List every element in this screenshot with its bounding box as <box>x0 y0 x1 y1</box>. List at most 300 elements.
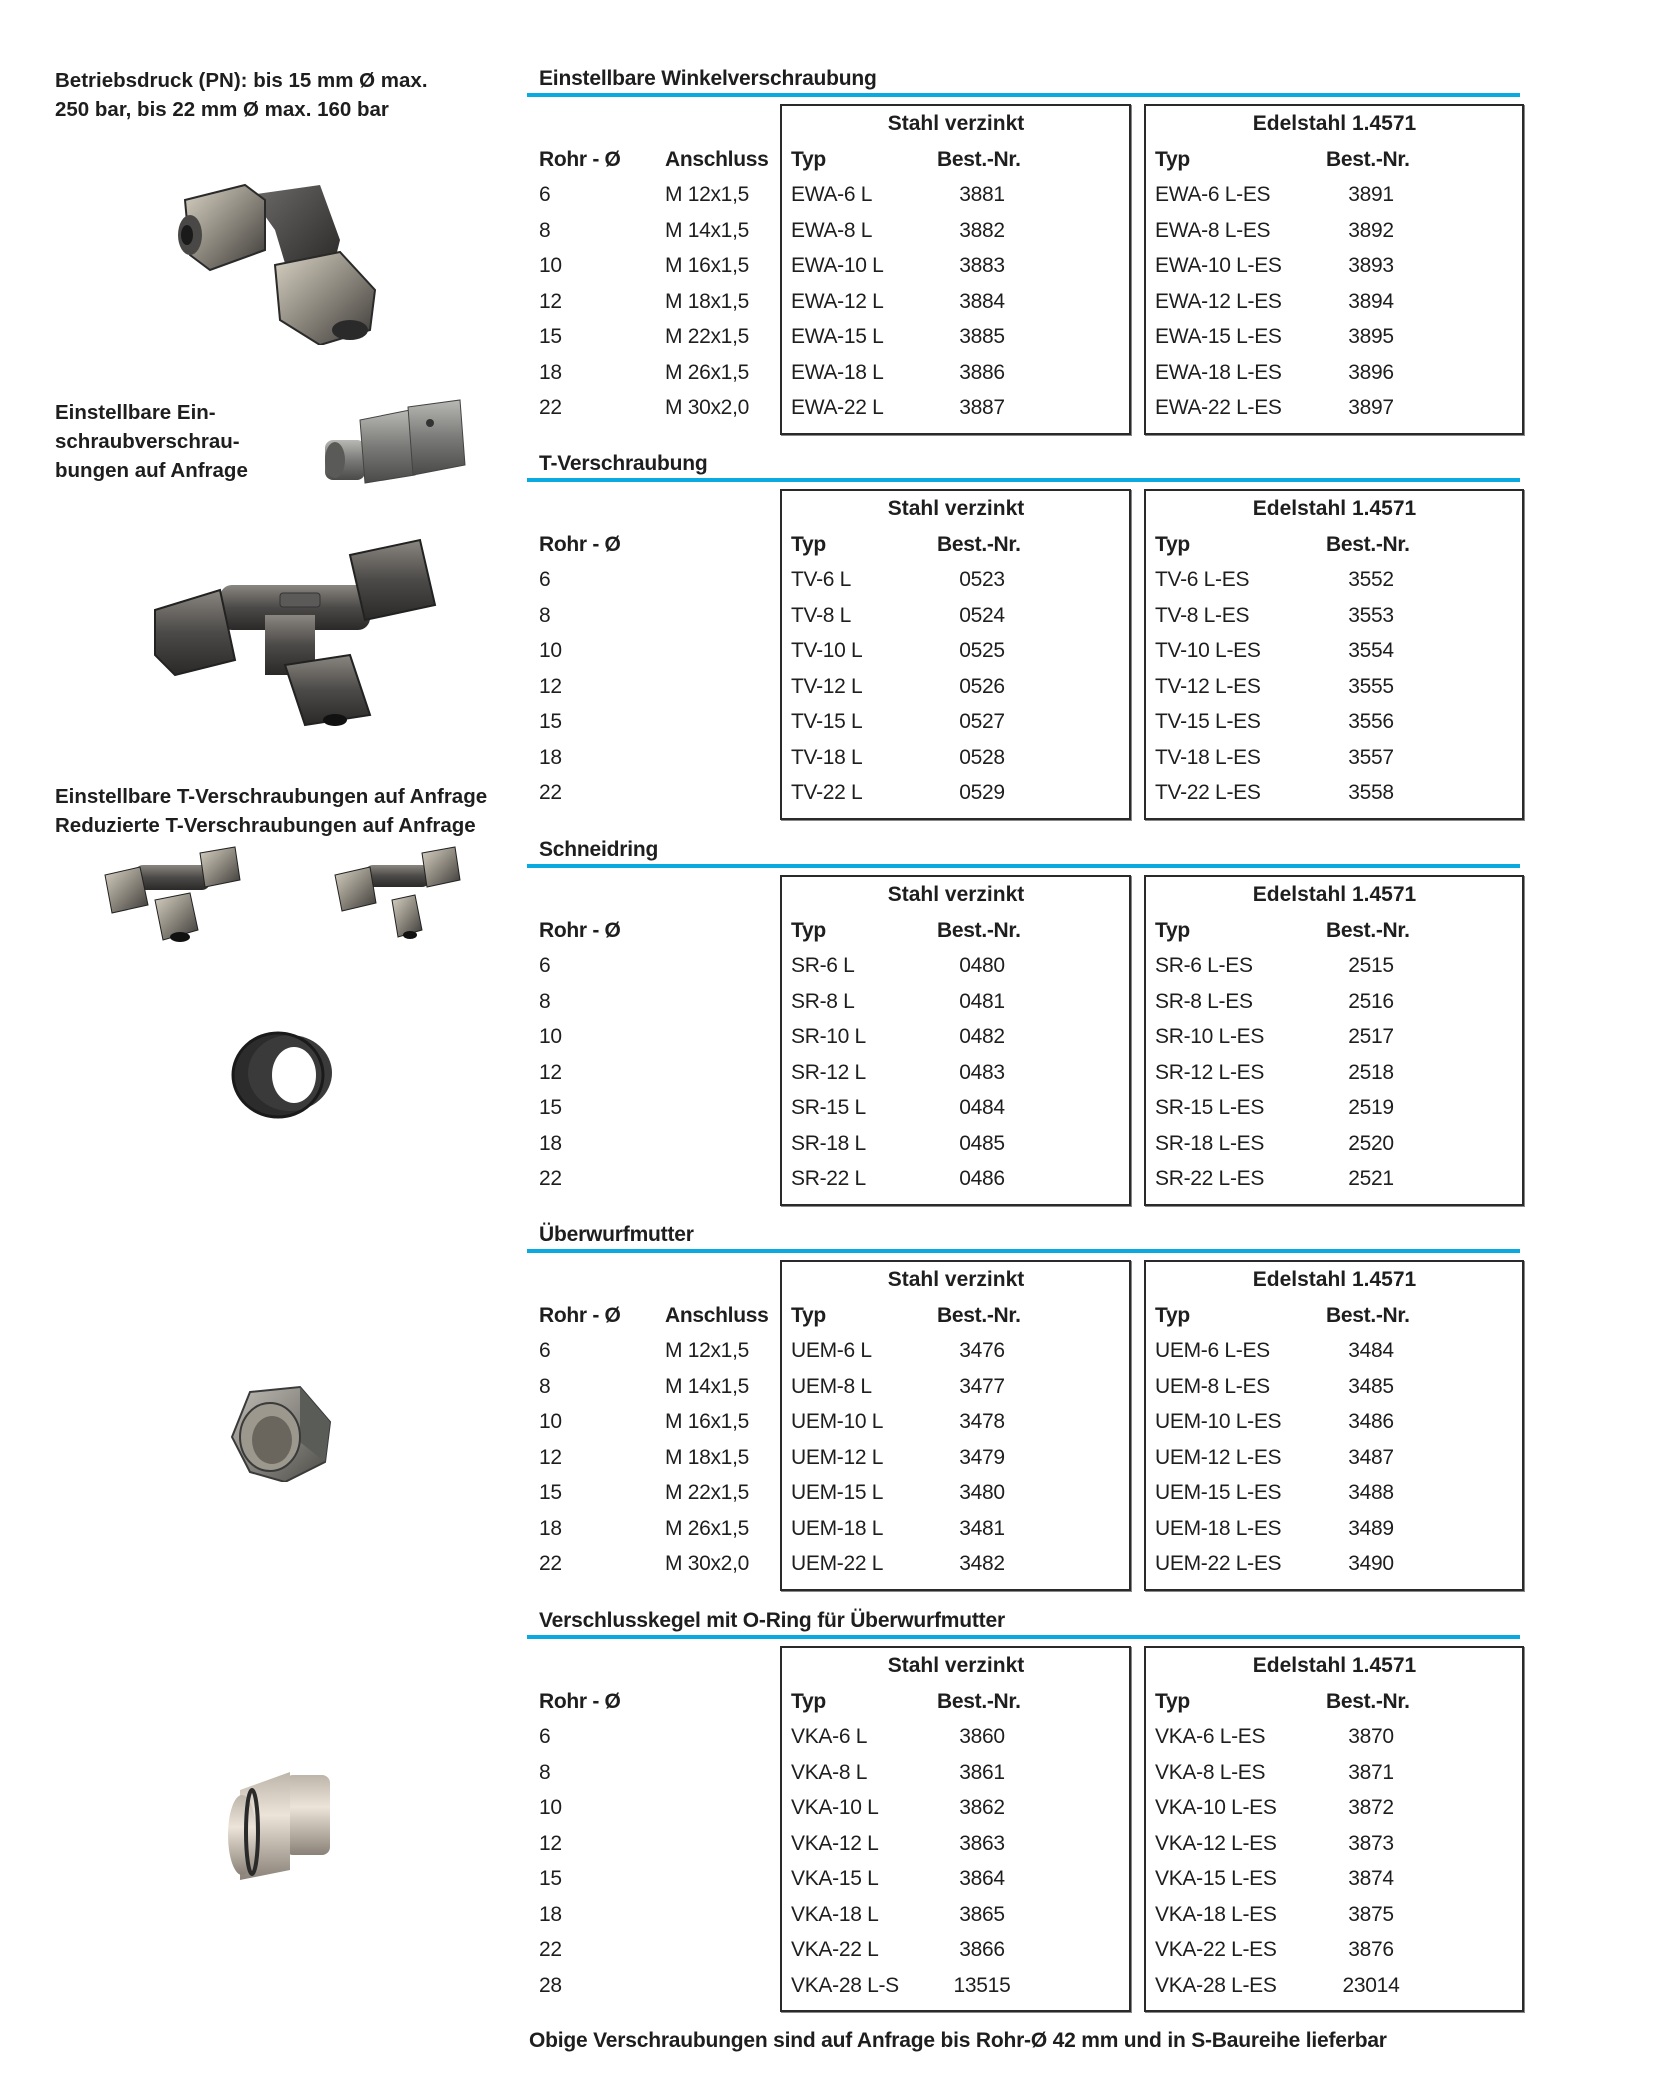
col-header-best-nr-stainless: Best.-Nr. <box>1326 148 1410 171</box>
section-divider-line <box>527 478 1520 482</box>
best-nr-stainless: 3894 <box>1348 289 1394 313</box>
best-nr-steel: 3481 <box>959 1516 1005 1540</box>
best-nr-stainless: 2515 <box>1348 954 1394 977</box>
rohr-diameter: 8 <box>539 603 551 627</box>
rohr-diameter: 8 <box>539 218 551 242</box>
typ-stainless: SR-6 L-ES <box>1155 954 1253 977</box>
best-nr-stainless: 3555 <box>1348 674 1394 698</box>
typ-stainless: VKA-28 L-ES <box>1155 1973 1277 1997</box>
table-row <box>527 219 1520 255</box>
best-nr-steel: 3882 <box>959 218 1005 242</box>
best-nr-steel: 0524 <box>959 603 1005 627</box>
table-row <box>527 1132 1520 1168</box>
best-nr-steel: 0482 <box>959 1025 1005 1048</box>
best-nr-stainless: 3489 <box>1348 1516 1394 1540</box>
anschluss-thread: M 16x1,5 <box>665 1410 749 1433</box>
typ-steel: EWA-8 L <box>791 218 873 242</box>
t-note-line-1: Einstellbare T-Verschraubungen auf Anfrage <box>55 785 488 808</box>
rohr-diameter: 15 <box>539 1481 562 1504</box>
typ-steel: UEM-6 L <box>791 1339 872 1362</box>
typ-stainless: SR-8 L-ES <box>1155 989 1253 1013</box>
best-nr-steel: 0525 <box>959 639 1005 662</box>
rohr-diameter: 8 <box>539 1374 551 1398</box>
anschluss-thread: M 18x1,5 <box>665 289 749 313</box>
best-nr-steel: 0523 <box>959 568 1005 591</box>
col-header-typ-stainless: Typ <box>1155 1690 1190 1713</box>
best-nr-steel: 3887 <box>959 396 1005 419</box>
typ-stainless: VKA-12 L-ES <box>1155 1831 1277 1855</box>
rohr-diameter: 12 <box>539 1831 562 1855</box>
col-header-typ-stainless: Typ <box>1155 1304 1190 1327</box>
best-nr-stainless: 3892 <box>1348 218 1394 242</box>
typ-stainless: EWA-15 L-ES <box>1155 325 1282 348</box>
typ-stainless: VKA-6 L-ES <box>1155 1725 1266 1748</box>
cutting-ring-image <box>230 1025 340 1120</box>
best-nr-stainless: 3488 <box>1348 1481 1394 1504</box>
typ-stainless: VKA-8 L-ES <box>1155 1760 1266 1784</box>
best-nr-steel: 3477 <box>959 1374 1005 1398</box>
col-header-best-nr-stainless: Best.-Nr. <box>1326 1690 1410 1713</box>
typ-steel: UEM-12 L <box>791 1445 884 1469</box>
elbow-fitting-image <box>170 160 385 345</box>
group-header-stainless: Edelstahl 1.4571 <box>1252 112 1417 135</box>
typ-steel: TV-10 L <box>791 639 863 662</box>
best-nr-steel: 0528 <box>959 745 1005 769</box>
typ-steel: UEM-22 L <box>791 1552 884 1575</box>
col-header-best-nr-stainless: Best.-Nr. <box>1326 533 1410 556</box>
typ-stainless: EWA-22 L-ES <box>1155 396 1282 419</box>
col-header-typ-stainless: Typ <box>1155 148 1190 171</box>
section-title: Schneidring <box>539 838 659 861</box>
best-nr-stainless: 2521 <box>1348 1167 1394 1190</box>
table-row <box>527 746 1520 782</box>
typ-steel: SR-22 L <box>791 1167 866 1190</box>
typ-steel: VKA-6 L <box>791 1725 868 1748</box>
best-nr-stainless: 23014 <box>1342 1973 1400 1997</box>
table-row <box>527 710 1520 746</box>
typ-stainless: UEM-15 L-ES <box>1155 1481 1282 1504</box>
table-row <box>527 396 1520 432</box>
anschluss-thread: M 22x1,5 <box>665 325 749 348</box>
col-header-best-nr-steel: Best.-Nr. <box>937 1690 1021 1713</box>
rohr-diameter: 15 <box>539 325 562 348</box>
group-header-stainless: Edelstahl 1.4571 <box>1252 1268 1417 1291</box>
typ-stainless: EWA-18 L-ES <box>1155 360 1282 384</box>
anschluss-thread: M 30x2,0 <box>665 1552 749 1575</box>
t-verschraubung-note <box>55 782 487 840</box>
section-3 <box>527 1223 1520 1590</box>
best-nr-steel: 3479 <box>959 1445 1005 1469</box>
best-nr-stainless: 3895 <box>1348 325 1394 348</box>
pressure-note-line-2: 250 bar, bis 22 mm Ø max. 160 bar <box>55 98 389 121</box>
section-1 <box>527 452 1520 819</box>
section-title: Verschlusskegel mit O-Ring für Überwurfmutter <box>539 1609 1005 1632</box>
typ-steel: EWA-22 L <box>791 396 884 419</box>
typ-steel: TV-12 L <box>791 674 863 698</box>
best-nr-steel: 0481 <box>959 989 1005 1013</box>
rohr-diameter: 12 <box>539 674 562 698</box>
adjustable-screw-in-fitting-image <box>320 395 470 485</box>
best-nr-steel: 0526 <box>959 674 1005 698</box>
best-nr-steel: 3480 <box>959 1481 1005 1504</box>
table-row <box>527 1552 1520 1588</box>
typ-stainless: SR-18 L-ES <box>1155 1131 1265 1155</box>
rohr-diameter: 10 <box>539 639 562 662</box>
table-row <box>527 1867 1520 1903</box>
typ-steel: EWA-10 L <box>791 254 884 277</box>
best-nr-steel: 3862 <box>959 1796 1005 1819</box>
footer-note: Obige Verschraubungen sind auf Anfrage bis Rohr-Ø 42 mm und in S-Baureihe lieferbar <box>529 2029 1387 2052</box>
typ-steel: VKA-28 L-S <box>791 1973 899 1997</box>
anschluss-thread: M 12x1,5 <box>665 1339 749 1362</box>
rohr-diameter: 22 <box>539 1938 562 1961</box>
col-header-rohr: Rohr - Ø <box>539 1690 621 1713</box>
anschluss-thread: M 14x1,5 <box>665 218 749 242</box>
rohr-diameter: 22 <box>539 1552 562 1575</box>
typ-steel: UEM-10 L <box>791 1410 884 1433</box>
typ-stainless: TV-10 L-ES <box>1155 639 1261 662</box>
best-nr-stainless: 3487 <box>1348 1445 1394 1469</box>
rohr-diameter: 6 <box>539 1339 551 1362</box>
best-nr-steel: 3865 <box>959 1902 1005 1926</box>
pressure-note-line-1: Betriebsdruck (PN): bis 15 mm Ø max. <box>55 69 428 92</box>
col-header-best-nr-stainless: Best.-Nr. <box>1326 1304 1410 1327</box>
typ-stainless: UEM-12 L-ES <box>1155 1445 1282 1469</box>
typ-stainless: EWA-10 L-ES <box>1155 254 1282 277</box>
typ-steel: VKA-8 L <box>791 1760 868 1784</box>
section-title: T-Verschraubung <box>539 452 708 475</box>
best-nr-steel: 3866 <box>959 1938 1005 1961</box>
typ-steel: VKA-18 L <box>791 1902 879 1926</box>
best-nr-steel: 0485 <box>959 1131 1005 1155</box>
table-row <box>527 604 1520 640</box>
anschluss-thread: M 30x2,0 <box>665 396 749 419</box>
typ-stainless: UEM-8 L-ES <box>1155 1374 1270 1398</box>
col-header-best-nr-steel: Best.-Nr. <box>937 1304 1021 1327</box>
table-row <box>527 290 1520 326</box>
col-header-rohr: Rohr - Ø <box>539 1304 621 1327</box>
typ-stainless: EWA-6 L-ES <box>1155 183 1271 206</box>
typ-steel: SR-18 L <box>791 1131 866 1155</box>
table-row <box>527 1025 1520 1061</box>
anschluss-thread: M 12x1,5 <box>665 183 749 206</box>
rohr-diameter: 12 <box>539 1445 562 1469</box>
col-header-typ-steel: Typ <box>791 1304 826 1327</box>
anschluss-thread: M 18x1,5 <box>665 1445 749 1469</box>
group-header-steel: Stahl verzinkt <box>887 1654 1025 1677</box>
table-row <box>527 1167 1520 1203</box>
table-row <box>527 1446 1520 1482</box>
table-row <box>527 361 1520 397</box>
table-row <box>527 568 1520 604</box>
section-divider-line <box>527 864 1520 868</box>
best-nr-stainless: 3872 <box>1348 1796 1394 1819</box>
typ-stainless: SR-22 L-ES <box>1155 1167 1265 1190</box>
typ-steel: TV-6 L <box>791 568 852 591</box>
table-row <box>527 1061 1520 1097</box>
best-nr-stainless: 3897 <box>1348 396 1394 419</box>
typ-steel: EWA-6 L <box>791 183 873 206</box>
best-nr-steel: 0486 <box>959 1167 1005 1190</box>
typ-stainless: SR-10 L-ES <box>1155 1025 1265 1048</box>
anschluss-thread: M 16x1,5 <box>665 254 749 277</box>
best-nr-stainless: 2518 <box>1348 1060 1394 1084</box>
rohr-diameter: 18 <box>539 745 562 769</box>
col-header-rohr: Rohr - Ø <box>539 533 621 556</box>
table-row <box>527 954 1520 990</box>
col-header-best-nr-steel: Best.-Nr. <box>937 533 1021 556</box>
table-row <box>527 1903 1520 1939</box>
rohr-diameter: 28 <box>539 1973 562 1997</box>
rohr-diameter: 18 <box>539 1902 562 1926</box>
rohr-diameter: 18 <box>539 1131 562 1155</box>
typ-steel: UEM-15 L <box>791 1481 884 1504</box>
section-divider-line <box>527 1249 1520 1253</box>
typ-stainless: EWA-12 L-ES <box>1155 289 1282 313</box>
rohr-diameter: 12 <box>539 289 562 313</box>
pressure-note <box>55 66 428 124</box>
section-2 <box>527 838 1520 1205</box>
typ-steel: UEM-18 L <box>791 1516 884 1540</box>
table-row <box>527 1517 1520 1553</box>
anschluss-thread: M 22x1,5 <box>665 1481 749 1504</box>
typ-steel: SR-12 L <box>791 1060 866 1084</box>
col-header-typ-steel: Typ <box>791 1690 826 1713</box>
best-nr-stainless: 3556 <box>1348 710 1394 733</box>
table-row <box>527 1938 1520 1974</box>
rohr-diameter: 6 <box>539 568 551 591</box>
rohr-diameter: 6 <box>539 1725 551 1748</box>
best-nr-stainless: 2520 <box>1348 1131 1394 1155</box>
best-nr-stainless: 3873 <box>1348 1831 1394 1855</box>
typ-stainless: SR-12 L-ES <box>1155 1060 1265 1084</box>
typ-steel: EWA-12 L <box>791 289 884 313</box>
sealing-cone-image <box>220 1770 340 1880</box>
best-nr-steel: 3885 <box>959 325 1005 348</box>
table-row <box>527 1096 1520 1132</box>
best-nr-stainless: 3490 <box>1348 1552 1394 1575</box>
rohr-diameter: 15 <box>539 710 562 733</box>
best-nr-stainless: 3876 <box>1348 1938 1394 1961</box>
typ-steel: TV-18 L <box>791 745 863 769</box>
typ-steel: EWA-18 L <box>791 360 884 384</box>
col-header-anschluss: Anschluss <box>665 148 769 171</box>
rohr-diameter: 6 <box>539 183 551 206</box>
best-nr-stainless: 2519 <box>1348 1096 1394 1119</box>
col-header-typ-steel: Typ <box>791 533 826 556</box>
rohr-diameter: 22 <box>539 396 562 419</box>
group-header-stainless: Edelstahl 1.4571 <box>1252 497 1417 520</box>
table-row <box>527 1725 1520 1761</box>
group-header-steel: Stahl verzinkt <box>887 883 1025 906</box>
typ-stainless: TV-15 L-ES <box>1155 710 1261 733</box>
best-nr-steel: 0480 <box>959 954 1005 977</box>
rohr-diameter: 18 <box>539 1516 562 1540</box>
t-note-line-2: Reduzierte T-Verschraubungen auf Anfrage <box>55 814 476 837</box>
rohr-diameter: 8 <box>539 989 551 1013</box>
best-nr-stainless: 3870 <box>1348 1725 1394 1748</box>
section-4 <box>527 1609 1520 2011</box>
table-row <box>527 183 1520 219</box>
rohr-diameter: 10 <box>539 1410 562 1433</box>
typ-stainless: VKA-22 L-ES <box>1155 1938 1277 1961</box>
best-nr-steel: 0483 <box>959 1060 1005 1084</box>
group-header-stainless: Edelstahl 1.4571 <box>1252 883 1417 906</box>
anschluss-thread: M 26x1,5 <box>665 1516 749 1540</box>
table-row <box>527 1974 1520 2010</box>
table-row <box>527 1375 1520 1411</box>
adjustable-t-fitting-image <box>100 845 245 945</box>
typ-steel: TV-8 L <box>791 603 852 627</box>
group-header-steel: Stahl verzinkt <box>887 112 1025 135</box>
col-header-typ-stainless: Typ <box>1155 919 1190 942</box>
anschluss-thread: M 14x1,5 <box>665 1374 749 1398</box>
best-nr-steel: 0529 <box>959 781 1005 804</box>
best-nr-steel: 3884 <box>959 289 1005 313</box>
best-nr-stainless: 3484 <box>1348 1339 1394 1362</box>
group-header-stainless: Edelstahl 1.4571 <box>1252 1654 1417 1677</box>
rohr-diameter: 10 <box>539 1796 562 1819</box>
rohr-diameter: 15 <box>539 1867 562 1890</box>
rohr-diameter: 22 <box>539 1167 562 1190</box>
best-nr-stainless: 3874 <box>1348 1867 1394 1890</box>
best-nr-steel: 3883 <box>959 254 1005 277</box>
col-header-typ-steel: Typ <box>791 148 826 171</box>
best-nr-steel: 0484 <box>959 1096 1005 1119</box>
section-divider-line <box>527 1635 1520 1639</box>
rohr-diameter: 10 <box>539 254 562 277</box>
typ-stainless: TV-12 L-ES <box>1155 674 1261 698</box>
rohr-diameter: 12 <box>539 1060 562 1084</box>
typ-steel: SR-15 L <box>791 1096 866 1119</box>
best-nr-stainless: 3871 <box>1348 1760 1394 1784</box>
table-row <box>527 1410 1520 1446</box>
best-nr-stainless: 3558 <box>1348 781 1394 804</box>
best-nr-steel: 3478 <box>959 1410 1005 1433</box>
typ-steel: TV-15 L <box>791 710 863 733</box>
col-header-rohr: Rohr - Ø <box>539 148 621 171</box>
table-row <box>527 639 1520 675</box>
table-row <box>527 325 1520 361</box>
best-nr-steel: 13515 <box>953 1973 1011 1997</box>
rohr-diameter: 10 <box>539 1025 562 1048</box>
best-nr-stainless: 3553 <box>1348 603 1394 627</box>
rohr-diameter: 6 <box>539 954 551 977</box>
best-nr-stainless: 3893 <box>1348 254 1394 277</box>
best-nr-steel: 3860 <box>959 1725 1005 1748</box>
best-nr-stainless: 3552 <box>1348 568 1394 591</box>
typ-steel: SR-10 L <box>791 1025 866 1048</box>
col-header-best-nr-steel: Best.-Nr. <box>937 919 1021 942</box>
best-nr-steel: 3886 <box>959 360 1005 384</box>
typ-steel: VKA-15 L <box>791 1867 879 1890</box>
table-row <box>527 675 1520 711</box>
group-header-steel: Stahl verzinkt <box>887 497 1025 520</box>
best-nr-stainless: 3875 <box>1348 1902 1394 1926</box>
typ-stainless: UEM-18 L-ES <box>1155 1516 1282 1540</box>
typ-stainless: SR-15 L-ES <box>1155 1096 1265 1119</box>
col-header-rohr: Rohr - Ø <box>539 919 621 942</box>
section-divider-line <box>527 93 1520 97</box>
typ-stainless: VKA-15 L-ES <box>1155 1867 1277 1890</box>
best-nr-steel: 3881 <box>959 183 1005 206</box>
rohr-diameter: 8 <box>539 1760 551 1784</box>
section-title: Überwurfmutter <box>539 1223 694 1246</box>
typ-stainless: TV-8 L-ES <box>1155 603 1250 627</box>
typ-stainless: TV-22 L-ES <box>1155 781 1261 804</box>
typ-stainless: UEM-10 L-ES <box>1155 1410 1282 1433</box>
section-0 <box>527 67 1520 434</box>
col-header-typ-stainless: Typ <box>1155 533 1190 556</box>
reduced-t-fitting-image <box>330 845 465 945</box>
best-nr-stainless: 3891 <box>1348 183 1394 206</box>
best-nr-stainless: 3554 <box>1348 639 1394 662</box>
table-row <box>527 1339 1520 1375</box>
best-nr-steel: 3476 <box>959 1339 1005 1362</box>
table-row <box>527 1796 1520 1832</box>
typ-steel: VKA-22 L <box>791 1938 879 1961</box>
best-nr-stainless: 2517 <box>1348 1025 1394 1048</box>
typ-steel: SR-6 L <box>791 954 855 977</box>
typ-steel: UEM-8 L <box>791 1374 872 1398</box>
typ-steel: VKA-10 L <box>791 1796 879 1819</box>
typ-stainless: TV-6 L-ES <box>1155 568 1250 591</box>
einschraub-note-line-3: bungen auf Anfrage <box>55 459 248 482</box>
table-row <box>527 1832 1520 1868</box>
typ-stainless: VKA-18 L-ES <box>1155 1902 1277 1926</box>
anschluss-thread: M 26x1,5 <box>665 360 749 384</box>
best-nr-steel: 3864 <box>959 1867 1005 1890</box>
typ-steel: VKA-12 L <box>791 1831 879 1855</box>
rohr-diameter: 15 <box>539 1096 562 1119</box>
table-row <box>527 254 1520 290</box>
typ-steel: SR-8 L <box>791 989 855 1013</box>
best-nr-steel: 3863 <box>959 1831 1005 1855</box>
typ-stainless: VKA-10 L-ES <box>1155 1796 1277 1819</box>
rohr-diameter: 18 <box>539 360 562 384</box>
einschraub-note-line-1: Einstellbare Ein- <box>55 401 216 424</box>
typ-steel: TV-22 L <box>791 781 863 804</box>
col-header-anschluss: Anschluss <box>665 1304 769 1327</box>
best-nr-steel: 3861 <box>959 1760 1005 1784</box>
table-row <box>527 990 1520 1026</box>
col-header-typ-steel: Typ <box>791 919 826 942</box>
section-title: Einstellbare Winkelverschraubung <box>539 67 877 90</box>
einschraub-note <box>55 398 248 485</box>
typ-stainless: UEM-22 L-ES <box>1155 1552 1282 1575</box>
union-nut-image <box>230 1382 335 1482</box>
table-row <box>527 781 1520 817</box>
typ-stainless: EWA-8 L-ES <box>1155 218 1271 242</box>
best-nr-stainless: 3485 <box>1348 1374 1394 1398</box>
group-header-steel: Stahl verzinkt <box>887 1268 1025 1291</box>
einschraub-note-line-2: schraubverschrau- <box>55 430 240 453</box>
t-fitting-image <box>140 525 450 730</box>
col-header-best-nr-steel: Best.-Nr. <box>937 148 1021 171</box>
best-nr-stainless: 3557 <box>1348 745 1394 769</box>
typ-stainless: TV-18 L-ES <box>1155 745 1261 769</box>
best-nr-stainless: 3896 <box>1348 360 1394 384</box>
rohr-diameter: 22 <box>539 781 562 804</box>
table-row <box>527 1481 1520 1517</box>
table-row <box>527 1761 1520 1797</box>
best-nr-stainless: 3486 <box>1348 1410 1394 1433</box>
typ-steel: EWA-15 L <box>791 325 884 348</box>
typ-stainless: UEM-6 L-ES <box>1155 1339 1270 1362</box>
best-nr-stainless: 2516 <box>1348 989 1394 1013</box>
col-header-best-nr-stainless: Best.-Nr. <box>1326 919 1410 942</box>
best-nr-steel: 3482 <box>959 1552 1005 1575</box>
